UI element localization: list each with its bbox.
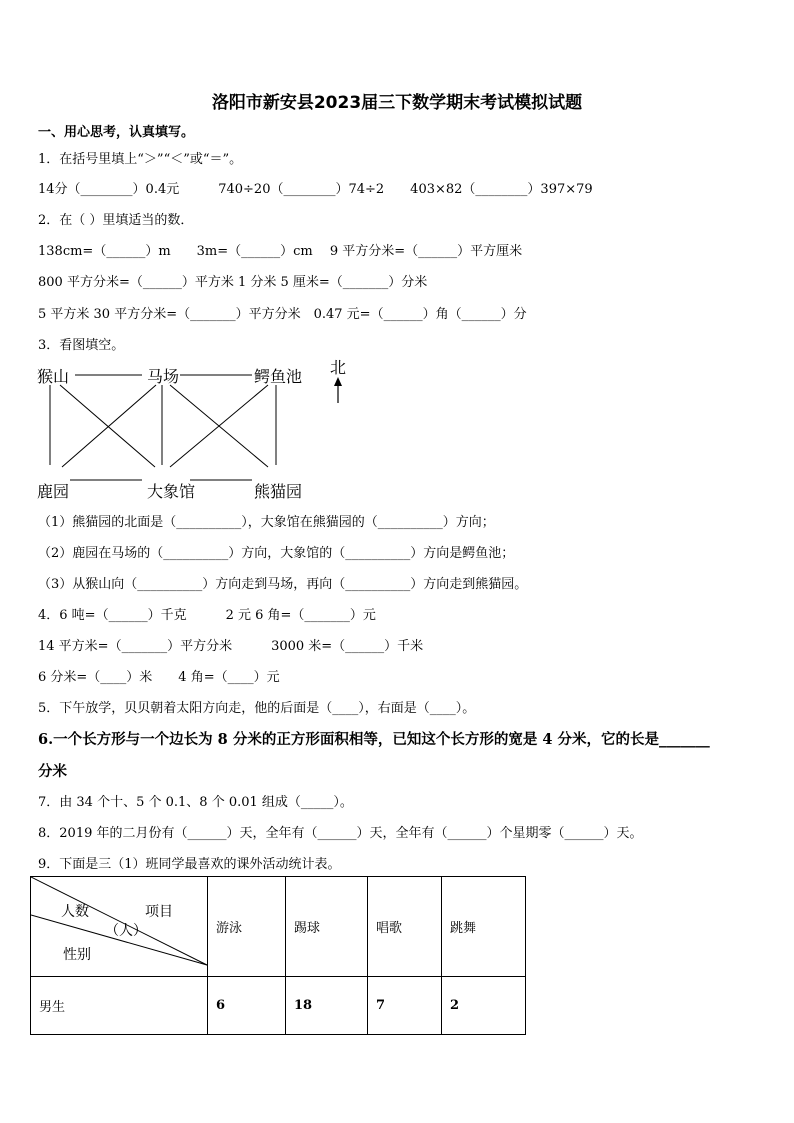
table-cell: 6 xyxy=(208,977,286,1035)
question-2-line-1: 138cm=（______）m 3m=（______）cm 9 平方分米=（______）平方厘米 xyxy=(38,244,523,259)
question-6-line-1: 6.一个长方形与一个边长为 8 分米的正方形面积相等，已知这个长方形的宽是 4 分米，它的长是_______ xyxy=(38,731,710,748)
activity-stats-table xyxy=(30,876,526,1035)
table-corner-cell xyxy=(31,877,208,977)
table-cell: 18 xyxy=(286,977,368,1035)
question-1-line: 14分（________）0.4元 740÷20（________）74÷2 403×82（________）397×79 xyxy=(38,182,593,197)
question-4-line-2: 14 平方米=（_______）平方分米 3000 米=（______）千米 xyxy=(38,639,424,654)
table-header-cell: 游泳 xyxy=(208,877,286,977)
place-xiongmaoyuan: 熊猫园 xyxy=(254,482,303,501)
page-title: 洛阳市新安县2023届三下数学期末考试模拟试题 xyxy=(211,93,583,113)
question-8: 8．2019 年的二月份有（______）天，全年有（______）天，全年有（______）个星期零（______）天。 xyxy=(38,826,643,841)
question-3-sub-2: （2）鹿园在马场的（__________）方向，大象馆的（__________）方向是鳄鱼池； xyxy=(38,546,515,561)
question-2-line-3: 5 平方米 30 平方分米=（_______）平方分米 0.47 元=（______）角（______）分 xyxy=(38,307,527,322)
north-arrowhead-icon xyxy=(334,377,342,386)
corner-item-label: 项目 xyxy=(145,904,173,920)
place-machang: 马场 xyxy=(147,367,180,386)
question-2-line-2: 800 平方分米=（______）平方米 1 分米 5 厘米=（_______）分米 xyxy=(38,275,428,290)
question-3-sub-3: （3）从猴山向（__________）方向走到马场，再向（__________）方向走到熊猫园。 xyxy=(38,577,528,592)
place-daxiangguan: 大象馆 xyxy=(147,482,196,501)
corner-gender-label: 性别 xyxy=(63,947,91,963)
zoo-map-diagram xyxy=(30,355,350,505)
corner-count-label: 人数 xyxy=(61,904,89,920)
question-1-prompt: 1．在括号里填上“＞”“＜”或“＝”。 xyxy=(38,152,243,167)
question-3-sub-1: （1）熊猫园的北面是（__________），大象馆在熊猫园的（__________）方向； xyxy=(38,515,495,530)
question-5: 5．下午放学，贝贝朝着太阳方向走，他的后面是（____），右面是（____）。 xyxy=(38,701,476,716)
question-9-prompt: 9．下面是三（1）班同学最喜欢的课外活动统计表。 xyxy=(38,857,341,872)
section-heading: 一、用心思考，认真填写。 xyxy=(38,125,195,140)
path-line xyxy=(62,385,156,467)
question-3-prompt: 3．看图填空。 xyxy=(38,338,125,353)
table-row xyxy=(31,977,526,1035)
question-6-line-2: 分米 xyxy=(38,763,67,780)
table-header-cell: 唱歌 xyxy=(368,877,442,977)
question-4-line-3: 6 分米=（____）米 4 角=（____）元 xyxy=(38,670,280,685)
place-luyuan: 鹿园 xyxy=(37,482,70,501)
place-houshan: 猴山 xyxy=(37,367,70,386)
path-line xyxy=(60,385,155,467)
table-header-row xyxy=(31,877,526,977)
table-cell: 2 xyxy=(442,977,526,1035)
north-label: 北 xyxy=(330,358,347,377)
table-cell: 7 xyxy=(368,977,442,1035)
table-row-label: 男生 xyxy=(31,977,208,1035)
corner-unit-label: （人） xyxy=(105,923,147,939)
question-7: 7．由 34 个十、5 个 0.1、8 个 0.01 组成（_____）。 xyxy=(38,795,353,810)
question-2-prompt: 2．在（ ）里填适当的数． xyxy=(38,213,194,228)
table-header-cell: 踢球 xyxy=(286,877,368,977)
question-4-line-1: 4．6 吨=（______）千克 2 元 6 角=（_______）元 xyxy=(38,608,376,623)
place-eyuchi: 鳄鱼池 xyxy=(254,367,303,386)
table-header-cell: 跳舞 xyxy=(442,877,526,977)
